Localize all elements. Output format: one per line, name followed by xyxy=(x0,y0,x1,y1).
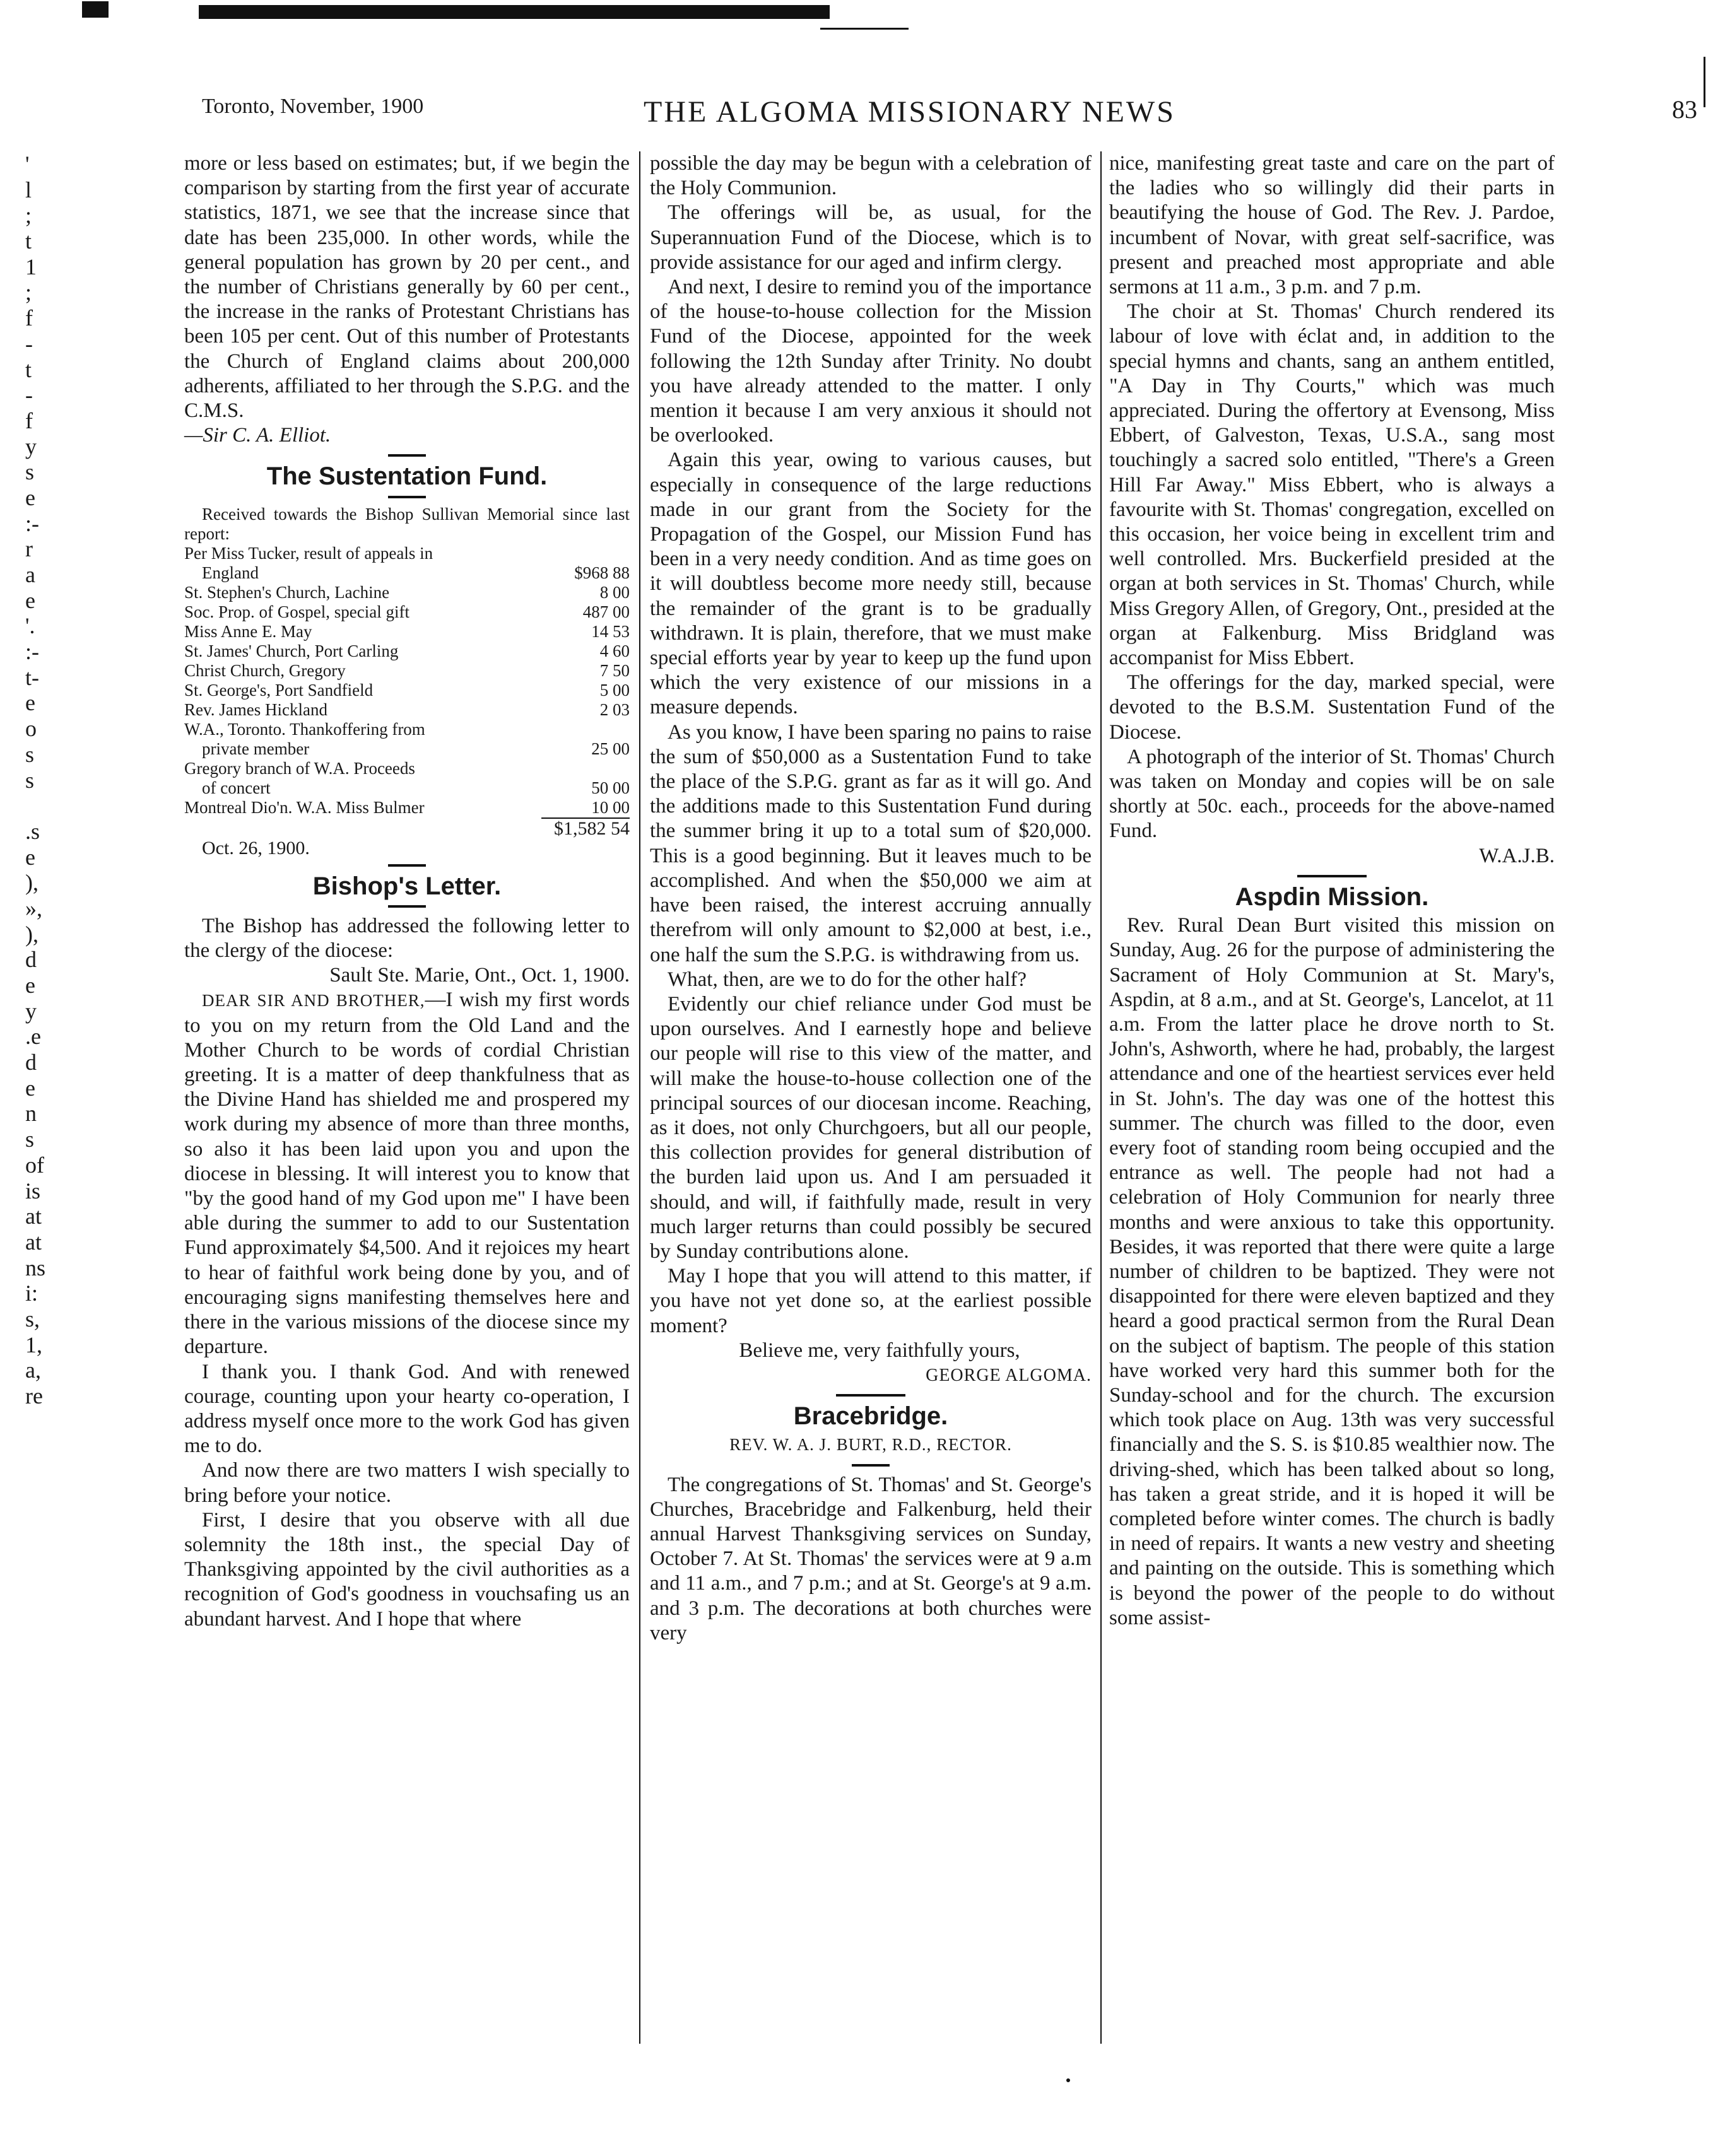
margin-fragment: e xyxy=(25,484,35,510)
divider xyxy=(1297,875,1367,877)
margin-fragment: », xyxy=(25,895,42,921)
margin-fragment: t xyxy=(25,356,32,382)
margin-fragment: a xyxy=(25,562,35,587)
bracebridge-paragraph-3: The choir at St. Thomas' Church rendered its labour of love with éclat and, in addition to the special hymns and chants, sang an anthem entitled, "A Day in Thy Courts," which was much appreciated. During the offertory at Evensong, Miss Ebbert, of Galveston, Texas, U.S.A., sang most touchingly a sacred solo entitled, "There's a Green Hill Far Away." Miss Ebbert, who is always a favourite with St. Thomas' congregation, excelled on this occasion, her voice being in excellent trim and well controlled. Mrs. Buckerfield presided at the organ at both services in St. Thomas' Church, while Miss Gregory Allen, of Gregory, Ont., presided at the organ at Falkenburg. Miss Bridgland was accompanist for Miss Ebbert. xyxy=(1109,300,1555,670)
fund-total: $1,582 54 xyxy=(541,817,630,838)
fund-rows xyxy=(184,544,630,817)
margin-fragment: s, xyxy=(25,1306,40,1332)
margin-fragment: is xyxy=(25,1178,41,1204)
margin-fragment: e xyxy=(25,587,35,613)
salutation: DEAR SIR AND BROTHER, xyxy=(202,991,425,1011)
letter-paragraph-8: Again this year, owing to various causes, but especially in consequence of the large reductions made in our grant from the Society for the Propagation of the Gospel, our Mission Fund has been in a very needy condition. And as time goes on it will doubtless become more needy still, because the remainder of the grant is to be gradually withdrawn. It is plain, therefore, that we must make special efforts year by year to keep up the fund upon which the very existence of our missions in a measure depends. xyxy=(650,448,1092,719)
margin-fragment: ns xyxy=(25,1255,46,1280)
bracebridge-paragraph-5: A photograph of the interior of St. Thomas' Church was taken on Monday and copies will be on sale shortly at 50c. each., proceeds for the above-named Fund. xyxy=(1109,745,1555,843)
margin-fragment: 1, xyxy=(25,1332,42,1357)
fund-row-name: W.A., Toronto. Thankoffering from xyxy=(184,719,425,739)
column-rule-1 xyxy=(639,151,640,2044)
margin-fragment: '. xyxy=(25,613,35,639)
header-page-number: 83 xyxy=(1672,95,1697,124)
aspdin-paragraph-1: Rev. Rural Dean Burt visited this mission on Sunday, Aug. 26 for the purpose of administering the Sacrament of Holy Communion at St. Mary's, Aspdin, at 8 a.m., and at St. George's, Lancelot, at 11 a.m. From the latter place he drove north to St. John's, Ashworth, where he had, probably, the largest attendance and one of the heartiest services ever held in St. John's. The day was one of the hottest this summer. The church was filled to the door, even every foot of standing room being occupied and the entrance as well. The people had not had a celebration of Holy Communion for nearly three months and were anxious to take this opportunity. Besides, it was reported that there were quite a large number of children to be baptized. They were not disappointed for there were eleven baptized and they heard a good practical sermon from the Rural Dean on the subject of baptism. The people of this station have worked very hard this summer both for the Sunday-school and for the church. The excursion which took place on Aug. 13th was very successful financially and the S. S. is $10.85 wealthier now. The driving-shed, which has been talked about so long, has taken a great stride, and it is hoped it will be completed before winter comes. The church is badly in need of repairs. It wants a new vestry and sheeting and painting on the outside. This is something which is beyond the power of the people to do without some assist- xyxy=(1109,914,1555,1629)
fund-row xyxy=(184,544,630,563)
letter-paragraph-3: And now there are two matters I wish specially to bring before your notice. xyxy=(184,1459,630,1507)
margin-fragment: i: xyxy=(25,1280,38,1306)
fund-row-name: Soc. Prop. of Gospel, special gift xyxy=(184,602,409,621)
margin-fragment: - xyxy=(25,331,33,356)
fund-date: Oct. 26, 1900. xyxy=(202,837,310,858)
margin-fragment: .s xyxy=(25,818,40,844)
bracebridge-byline: REV. W. A. J. BURT, R.D., RECTOR. xyxy=(729,1435,1012,1455)
bracebridge-initials: W.A.J.B. xyxy=(1479,844,1555,867)
margin-fragment: .e xyxy=(25,1024,41,1050)
fund-row-amount xyxy=(560,720,630,739)
margin-fragment: at xyxy=(25,1229,42,1255)
letter-paragraph-9: As you know, I have been sparing no pains to raise the sum of $50,000 as a Sustentation Fund to take the place of the S.P.G. grant as far as it will go. And the additions made to this Sustentation Fund during the summer bring it up to a total sum of $20,000. This is a good beginning. But it leaves much to be accomplished. And when the $50,000 we aim at have been raised, the interest accruing annually therefrom will only amount to $2,000 at best, i.e., one half the sum the S.P.G. is withdrawing from us. xyxy=(650,720,1092,966)
heading-bishops-letter: Bishop's Letter. xyxy=(312,872,502,900)
fund-row-name: Miss Anne E. May xyxy=(184,621,312,641)
fund-row-name: of concert xyxy=(202,778,271,797)
scan-edge-right xyxy=(1704,57,1705,107)
scan-mark-top-left xyxy=(82,1,109,18)
margin-fragment: :- xyxy=(25,639,39,665)
margin-fragment: t xyxy=(25,228,32,254)
fund-row-name: Gregory branch of W.A. Proceeds xyxy=(184,758,415,778)
margin-fragment: s xyxy=(25,741,35,767)
fund-row xyxy=(184,602,630,622)
bracebridge-paragraph-2: nice, manifesting great taste and care on the part of the ladies who so willingly did their parts in beautifying the house of God. The Rev. J. Pardoe, incumbent of Novar, with great self-sacrifice, was present and preached most appropriate and able sermons at 11 a.m., 3 p.m. and 7 p.m. xyxy=(1109,152,1555,299)
column-2 xyxy=(650,151,1092,1646)
fund-row-amount xyxy=(560,544,630,563)
letter-intro: The Bishop has addressed the following letter to the clergy of the diocese: xyxy=(184,914,630,963)
letter-place-date: Sault Ste. Marie, Ont., Oct. 1, 1900. xyxy=(329,964,630,987)
fund-row xyxy=(184,798,630,817)
heading-aspdin-mission: Aspdin Mission. xyxy=(1235,882,1429,911)
fund-row xyxy=(184,642,630,661)
margin-fragment: e xyxy=(25,690,35,716)
margin-fragment: re xyxy=(25,1383,43,1409)
header-date: Toronto, November, 1900 xyxy=(202,95,424,118)
fund-row-amount: 25 00 xyxy=(591,739,630,758)
fund-row-amount: 50 00 xyxy=(591,778,630,797)
fund-row-name: Montreal Dio'n. W.A. Miss Bulmer xyxy=(184,797,425,817)
fund-row-amount: 7 50 xyxy=(599,660,630,680)
bracebridge-paragraph-1: The congregations of St. Thomas' and St. George's Churches, Bracebridge and Falkenburg, held their annual Harvest Thanksgiving services on Sunday, October 7. At St. Thomas' the services were at 9 a.m and 11 a.m., and 7 p.m.; and at St. George's at 9 a.m. and 3 p.m. The decorations at both churches were very xyxy=(650,1473,1092,1644)
margin-fragment xyxy=(25,793,50,819)
divider xyxy=(836,1394,905,1397)
fund-row xyxy=(184,720,630,739)
fund-row xyxy=(184,681,630,700)
margin-fragment: ), xyxy=(25,921,38,947)
fund-row-name: Per Miss Tucker, result of appeals in xyxy=(184,543,433,563)
margin-fragment: - xyxy=(25,382,33,408)
margin-fragments xyxy=(25,151,50,1409)
article-continued: more or less based on estimates; but, if we begin the comparison by starting from the first year of accurate statistics, 1871, we see that the increase since that date has been 235,000. In other words, while the general population has grown by 20 per cent., and the number of Christians generally by 60 per cent., the increase in the ranks of Protestant Christians has been 105 per cent. Out of this number of Protestants the Church of England claims about 200,000 adherents, affiliated to her through the S.P.G. and the C.M.S. xyxy=(184,152,630,423)
margin-fragment: at xyxy=(25,1204,42,1229)
fund-ledger xyxy=(184,505,630,858)
letter-signature: GEORGE ALGOMA. xyxy=(926,1365,1092,1385)
fund-row-amount: 487 00 xyxy=(582,602,630,621)
divider xyxy=(388,905,426,908)
fund-row-amount: 10 00 xyxy=(591,797,630,817)
letter-paragraph-2: I thank you. I thank God. And with renewed courage, counting upon your hearty co-operation, I address myself once more to the work God has given me to do. xyxy=(184,1360,630,1458)
scan-dot xyxy=(1066,2078,1070,2082)
margin-fragment: a, xyxy=(25,1357,41,1383)
margin-fragment: of xyxy=(25,1152,44,1178)
margin-fragment: d xyxy=(25,947,37,973)
fund-row xyxy=(184,583,630,602)
fund-row-name: St. Stephen's Church, Lachine xyxy=(184,582,390,602)
fund-row-name: private member xyxy=(202,739,310,758)
margin-fragment: l xyxy=(25,177,32,202)
margin-fragment: :- xyxy=(25,510,39,536)
column-rule-2 xyxy=(1100,151,1102,2044)
scan-bar-top xyxy=(199,5,830,19)
divider xyxy=(852,1464,890,1467)
header-title: THE ALGOMA MISSIONARY NEWS xyxy=(644,95,1175,129)
fund-row xyxy=(184,563,630,583)
fund-row-amount: $968 88 xyxy=(574,563,630,582)
scan-line-top xyxy=(820,28,909,30)
letter-paragraph-6: The offerings will be, as usual, for the Superannuation Fund of the Diocese, which is to provide assistance for our aged and infirm clergy. xyxy=(650,201,1092,274)
margin-fragment: y xyxy=(25,998,37,1024)
letter-paragraph-11: Evidently our chief reliance under God must be upon ourselves. And I earnestly hope and believe our people will rise to this view of the matter, and will make the house-to-house collection one of the principal sources of our diocesan income. Reaching, as it does, not only Churchgoers, but all our people, this collection provides for general distribution of the burden laid upon us. And I am persuaded it should, and will, if faithfully made, result in very much larger returns than could possibly be secured by Sunday contributions alone. xyxy=(650,992,1092,1263)
fund-row-amount: 2 03 xyxy=(599,700,630,719)
heading-sustentation-fund: The Sustentation Fund. xyxy=(266,462,548,491)
fund-row-name: Rev. James Hickland xyxy=(184,700,327,719)
margin-fragment: f xyxy=(25,305,33,331)
divider xyxy=(388,864,426,867)
margin-fragment: r xyxy=(25,536,33,562)
margin-fragment: 1 xyxy=(25,254,37,279)
fund-row-amount: 4 60 xyxy=(599,641,630,660)
letter-closing: Believe me, very faithfully yours, xyxy=(739,1339,1020,1362)
margin-fragment: ; xyxy=(25,202,32,228)
letter-paragraph-1 xyxy=(184,988,630,1359)
fund-row xyxy=(184,700,630,720)
letter-paragraph-4: First, I desire that you observe with all due solemnity the 18th inst., the special Day of Thanksgiving appointed by the civil authorities as a recognition of God's goodness in vouchsafing us an abundant harvest. And I hope that where xyxy=(184,1508,630,1631)
fund-row-name: Christ Church, Gregory xyxy=(184,660,346,680)
letter-paragraph-5: possible the day may be begun with a celebration of the Holy Communion. xyxy=(650,152,1092,200)
fund-row xyxy=(184,759,630,778)
margin-fragment: n xyxy=(25,1101,37,1127)
letter-paragraph-12: May I hope that you will attend to this matter, if you have not yet done so, at the earliest possible moment? xyxy=(650,1265,1092,1337)
heading-bracebridge: Bracebridge. xyxy=(793,1402,948,1431)
margin-fragment: t- xyxy=(25,664,39,690)
margin-fragment: s xyxy=(25,1127,35,1152)
fund-row xyxy=(184,739,630,759)
margin-fragment: o xyxy=(25,716,37,742)
fund-row-amount: 8 00 xyxy=(599,582,630,602)
fund-row-name: St. George's, Port Sandfield xyxy=(184,680,374,700)
fund-intro: Received towards the Bishop Sullivan Memorial since last report: xyxy=(184,504,630,543)
margin-fragment: d xyxy=(25,1050,37,1075)
fund-row-name: St. James' Church, Port Carling xyxy=(184,641,399,660)
margin-fragment: s xyxy=(25,767,35,793)
fund-row xyxy=(184,622,630,642)
bracebridge-paragraph-4: The offerings for the day, marked special, were devoted to the B.S.M. Sustentation Fund of the Diocese. xyxy=(1109,671,1555,744)
fund-row-amount: 5 00 xyxy=(599,680,630,700)
margin-fragment: ; xyxy=(25,279,32,305)
column-1 xyxy=(184,151,630,1632)
fund-row xyxy=(184,778,630,798)
fund-row-name: England xyxy=(202,563,259,582)
margin-fragment: e xyxy=(25,973,35,998)
letter-paragraph-10: What, then, are we to do for the other half? xyxy=(668,968,1027,991)
column-3 xyxy=(1109,151,1555,1631)
divider xyxy=(388,496,426,498)
divider xyxy=(388,454,426,457)
fund-row-amount xyxy=(560,759,630,778)
margin-fragment: ), xyxy=(25,870,38,896)
margin-fragment: ' xyxy=(25,151,30,177)
margin-fragment: y xyxy=(25,433,37,459)
letter-paragraph-1-text: —I wish my first words to you on my return from the Old Land and the Mother Church to be words of cordial Christian greeting. It is a matter of deep thankfulness that as the Divine Hand has shielded me and prospered my work during my absence of more than three months, so also it has been laid upon you and upon the diocese in blessing. It will interest you to know that "by the good hand of my God upon me" I have been able during the summer to add to our Sustentation Fund approximately $4,500. And it rejoices my heart to hear of faithful work being done by you, and of encouraging signs manifesting themselves here and there in the various missions of the diocese since my departure. xyxy=(184,988,630,1359)
margin-fragment: s xyxy=(25,459,35,485)
fund-row xyxy=(184,661,630,681)
fund-row-amount: 14 53 xyxy=(591,621,630,641)
margin-fragment: e xyxy=(25,1075,35,1101)
margin-fragment: f xyxy=(25,407,33,433)
margin-fragment: e xyxy=(25,844,35,870)
attribution: —Sir C. A. Elliot. xyxy=(184,424,331,447)
letter-paragraph-7: And next, I desire to remind you of the importance of the house-to-house collection for the Mission Fund of the Diocese, appointed for the week following the 12th Sunday after Trinity. No doubt you have already attended to the matter. I only mention it because I am very anxious it should not be overlooked. xyxy=(650,276,1092,447)
